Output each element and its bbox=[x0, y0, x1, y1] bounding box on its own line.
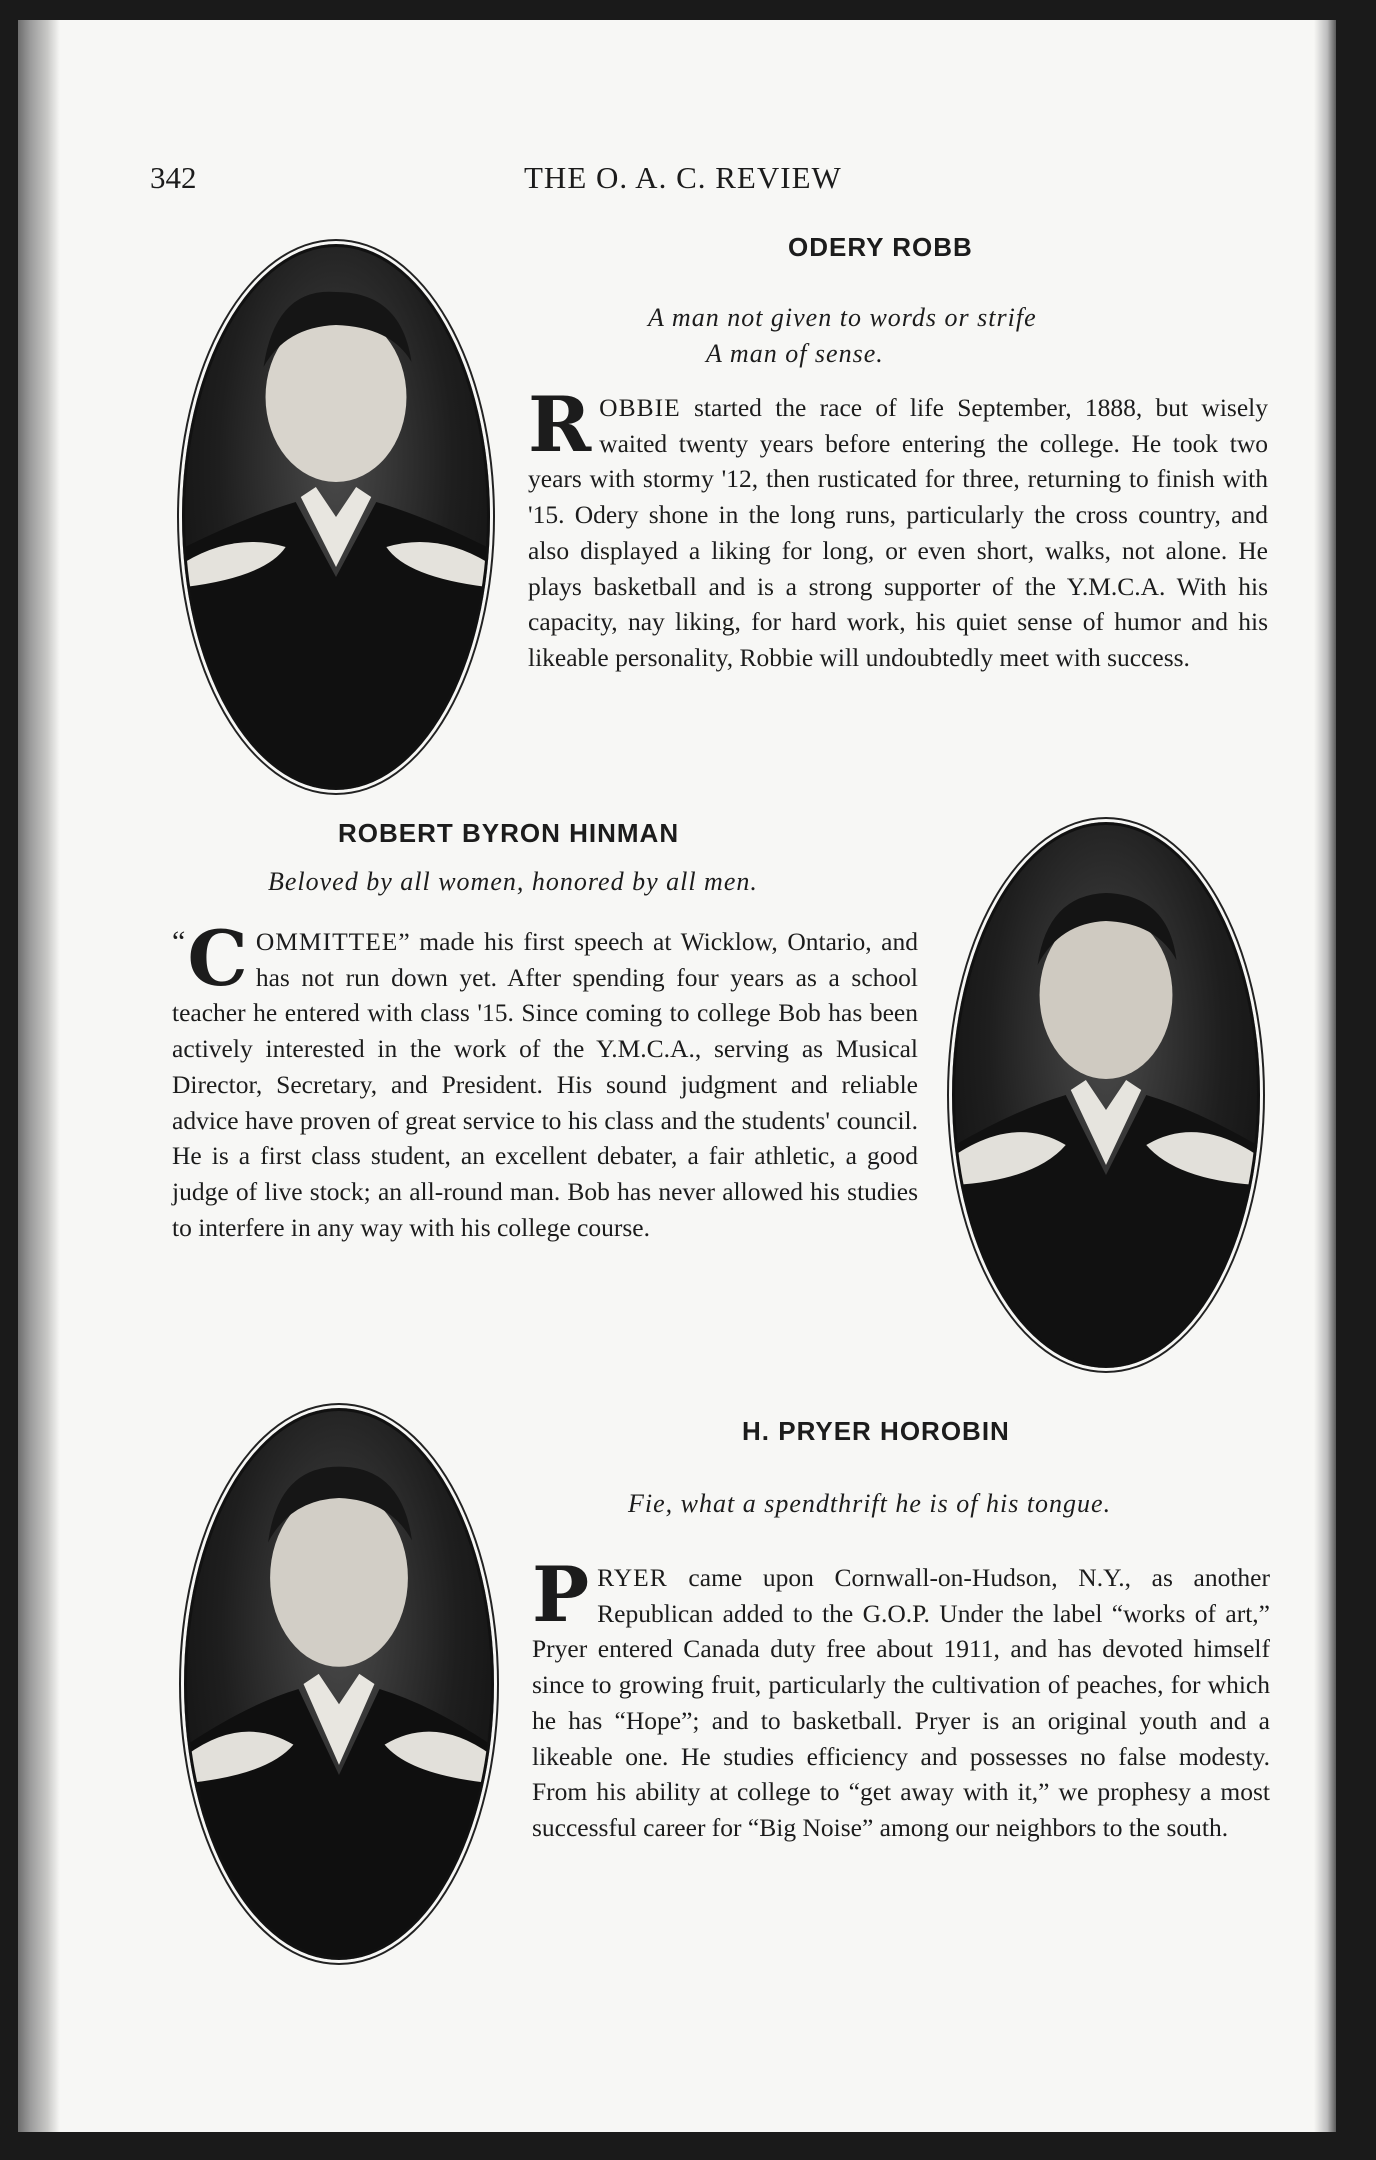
entry-motto bbox=[268, 864, 758, 900]
entry-body bbox=[532, 1550, 1270, 1846]
portrait-robert-byron-hinman bbox=[952, 822, 1260, 1368]
motto-line: Beloved by all women, honored by all men. bbox=[268, 867, 758, 896]
page-right-edge-shadow bbox=[1314, 20, 1336, 2132]
drop-cap: R bbox=[528, 380, 592, 469]
running-title: THE O. A. C. REVIEW bbox=[524, 160, 842, 195]
entry-name: H. PRYER HOROBIN bbox=[742, 1416, 1010, 1446]
drop-cap: P bbox=[532, 1550, 590, 1639]
portrait-photo bbox=[955, 825, 1257, 1365]
page-number: 342 bbox=[150, 160, 197, 195]
entry-name: ROBERT BYRON HINMAN bbox=[338, 818, 680, 848]
motto-line: A man not given to words or strife bbox=[648, 303, 1037, 332]
lead-word: OMMITTEE bbox=[255, 927, 399, 956]
entry-text: came upon Cornwall-on-Hudson, N.Y., as another Republican added to the G.O.P. Under the label “works of art,” Pryer entered Canada duty free about 1911, and has devoted himself since to growing fruit, particularly the cultivation of peaches, for which he has “Hope”; and to basketball. Pryer is an original youth and a likeable one. He studies efficiency and possesses no false modesty. From his ability at college to “get away with it,” we prophesy a most successful career for “Big Noise” among our neighbors to the south. bbox=[532, 1563, 1270, 1842]
motto-line: Fie, what a spendthrift he is of his tongue. bbox=[628, 1489, 1112, 1518]
drop-cap: C bbox=[187, 914, 248, 1003]
entry-text: started the race of life September, 1888, but wisely waited twenty years before entering the college. He took two years with stormy '12, then rusticated for three, returning to finish with '15. Odery shone in the long runs, particularly the cross country, and also displayed a liking for long, or even short, walks, not alone. He plays basketball and is a strong supporter of the Y.M.C.A. With his capacity, nay liking, for hard work, his quiet sense of humor and his likeable personality, Robbie will undoubtedly meet with success. bbox=[528, 393, 1268, 672]
portrait-photo bbox=[185, 247, 487, 787]
entry-body bbox=[528, 380, 1268, 676]
motto-line: A man of sense. bbox=[706, 339, 884, 368]
entry-motto bbox=[648, 300, 1037, 372]
page-header bbox=[150, 160, 1320, 206]
entry-name: ODERY ROBB bbox=[788, 232, 973, 262]
lead-word: OBBIE bbox=[599, 393, 681, 422]
portrait-h-pryer-horobin bbox=[184, 1408, 494, 1960]
entry-text: ” made his first speech at Wicklow, Ontario, and has not run down yet. After spending four years as a school teacher he entered with class '15. Since coming to college Bob has been actively interested in the work of the Y.M.C.A., serving as Musical Director, Secretary, and President. His sound judgment and reliable advice have proven of great service to his class and the students' council. He is a first class student, an excellent debater, a fair athletic, a good judge of live stock; an all-round man. Bob has never allowed his studies to interfere in any way with his college course. bbox=[172, 927, 918, 1242]
entry-body bbox=[172, 914, 918, 1245]
entry-motto bbox=[628, 1486, 1111, 1522]
portrait-odery-robb bbox=[182, 244, 490, 790]
portrait-photo bbox=[187, 1411, 491, 1957]
lead-word: RYER bbox=[597, 1563, 668, 1592]
page-binding-edge bbox=[18, 20, 60, 2132]
opening-quote: “ bbox=[172, 925, 186, 958]
